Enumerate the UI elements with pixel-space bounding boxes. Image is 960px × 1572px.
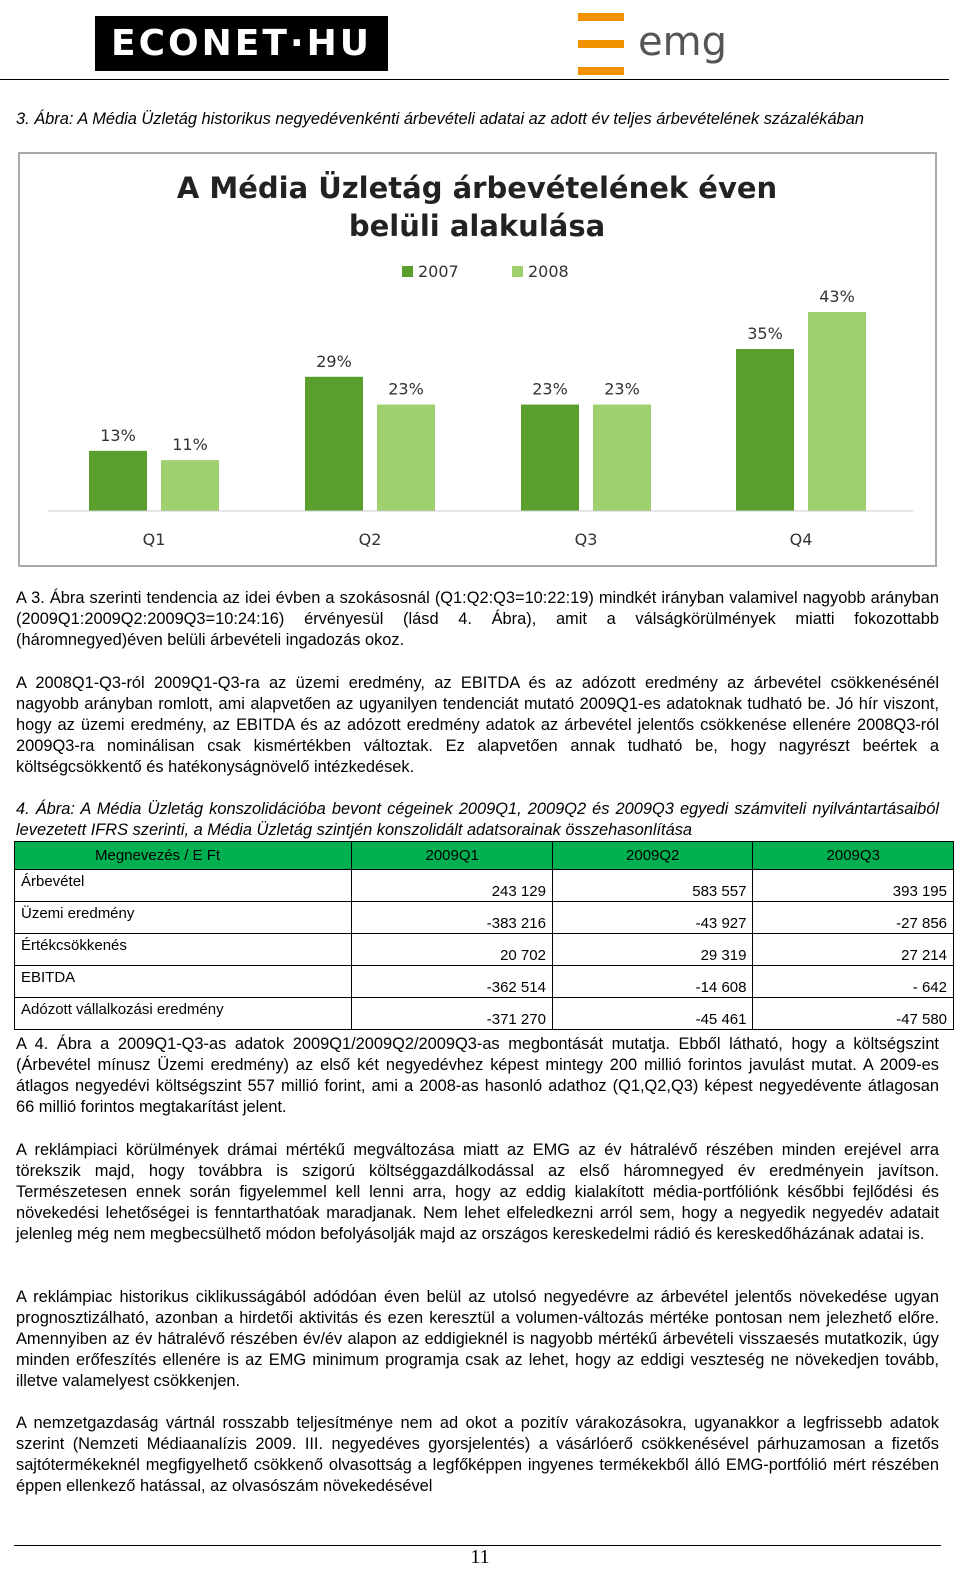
chart-title-line-2: belüli alakulása [348,209,606,243]
header-divider [0,79,949,80]
cell-value: 27 214 [753,934,954,966]
data-label: 43% [819,287,855,306]
cell-value: 393 195 [753,870,954,902]
table-row [15,870,954,902]
paragraph-2: A 2008Q1-Q3-ról 2009Q1-Q3-ra az üzemi eredmény, az EBITDA és az adózott eredmény az árbevétel csökkenésénél nagyobb arányban romlott, ami alapvetően az ugyanilyen tendenciát mutató 2009Q1-es adatoknak tudható be. Jó hír viszont, hogy az üzemi eredmény, az EBITDA és az adózott eredmény adatok az árbevétel jelentős csökkenése ellenére 2008Q3-ról 2009Q3-ra nominálisan csak kismértékben változtak. Ez alapvetően annak tudható be, hogy nagyrészt beértek a költségcsökkentő és hatékonyságnövelő intézkedések. [16,674,939,776]
legend-swatch [512,266,523,277]
paragraph-1: A 3. Ábra szerinti tendencia az idei évben a szokásosnál (Q1:Q2:Q3=10:22:19) mindkét irányban valamivel nagyobb arányban (2009Q1:2009Q2:2009Q3=10:24:16) érvényesül (lásd 4. Ábra), amit a válságkörülmények miatti fokozottabb (háromnegyed)éven belüli árbevételi ingadozás okoz. [16,589,939,649]
row-label: Értékcsökkenés [15,934,352,966]
paragraph-4: A reklámpiaci körülmények drámai mértékű megváltozása miatt az EMG az év hátralévő részében minden erejével arra törekszik majd, hogy továbbra is szigorú költséggazdálkodással az első háromnegyed év eredményein javítson. Természetesen ennek során figyelemmel kell lenni arra, hogy az eddig kialakított média-portfóliónk későbbi fejlődési és növekedési lehetőségei is fenntarthatóak maradjanak. Nem lehet elfeledkezni arról sem, hogy a negyedik negyedév adatait jelenleg még nem megbecsülhető módon befolyásolják majd az országos kereskedelmi rádió és kereskedőházának adatai is. [16,1141,939,1243]
financial-table [14,841,954,1030]
chart-title-line-1: A Média Üzletág árbevételének éven [176,171,778,205]
page-number: 11 [470,1546,490,1568]
bar-2007-Q3 [521,405,579,511]
bar-2008-Q3 [593,405,651,511]
paragraph-5: A reklámpiac historikus ciklikusságából adódóan éven belül az utolsó negyedévre az árbevétel jelentős növekedése ugyan prognosztizálható, azonban a hirdetői aktivitás és ezen keresztül a volumen-változás mértéke pontosan nem jelezhető előre. Amennyiben az év hátralévő részében év/év alapon az eddigieknél is nagyobb mértékű árbevételi visszaesés mutatkozik, úgy minden erőfeszítés ellenére is az EMG minimum programja csak az lehet, hogy az eddigi veszteség ne növekedjen tovább, illetve valamelyest csökkenjen. [16,1288,939,1390]
data-label: 35% [747,324,783,344]
x-tick-label: Q2 [358,530,382,549]
chart-legend [402,262,569,281]
legend-label: 2007 [418,262,459,281]
bar-2008-Q4 [808,312,866,511]
col-header-q3: 2009Q3 [753,842,954,870]
table-row [15,998,954,1030]
figure-3-caption: 3. Ábra: A Média Üzletág historikus negyedévenkénti árbevételi adatai az adott év teljes árbevételének százalékában [16,110,864,128]
cell-value: -362 514 [352,966,553,998]
bar-2007-Q1 [89,451,147,511]
bar-2008-Q2 [377,405,435,511]
bar-2008-Q1 [161,460,219,511]
cell-value: 243 129 [352,870,553,902]
cell-value: -14 608 [552,966,753,998]
x-tick-label: Q1 [142,530,166,549]
bar-2007-Q2 [305,377,363,511]
row-label: Árbevétel [15,870,352,902]
bar-chart [18,152,937,567]
cell-value: - 642 [753,966,954,998]
econet-logo: ECONET·HU [95,16,388,71]
table-row [15,902,954,934]
table-row [15,934,954,966]
cell-value: -371 270 [352,998,553,1030]
col-header-q1: 2009Q1 [352,842,553,870]
data-label: 23% [604,379,640,399]
data-label: 23% [388,379,424,399]
cell-value: 29 319 [552,934,753,966]
cell-value: -47 580 [753,998,954,1030]
paragraph-3: A 4. Ábra a 2009Q1-Q3-as adatok 2009Q1/2009Q2/2009Q3-as megbontását mutatja. Ebből látható, hogy a költségszint (Árbevétel mínusz Üzemi eredmény) az első két negyedévhez képest mintegy 200 millió forintos javulást mutat. A 2009-es átlagos negyedévi költségszint 557 millió forint, ami a 2008-as hasonló adathoz (Q1,Q2,Q3) képest negyedévente átlagosan 66 millió forintos megtakarítást jelent. [16,1035,939,1116]
col-header-name: Megnevezés / E Ft [15,842,352,870]
figure-4-caption: 4. Ábra: A Média Üzletág konszolidációba bevont cégeinek 2009Q1, 2009Q2 és 2009Q3 egyedi számviteli nyilvántartásaiból levezetett IFRS szerinti, a Média Üzletág szintjén konszolidált adatsorainak összehasonlítása [16,800,939,839]
emg-logo-text: emg [638,19,727,65]
cell-value: -45 461 [552,998,753,1030]
row-label: Üzemi eredmény [15,902,352,934]
data-label: 29% [316,351,352,371]
paragraph-6: A nemzetgazdaság vártnál rosszabb teljesítménye nem ad okot a pozitív várakozásokra, ugyanakkor a legfrissebb adatok szerint (Nemzeti Médiaanalízis 2009. III. negyedéves gyorsjelentés) a vásárlóerő csökkenésével párhuzamosan a fizetős sajtótermékeknél megfigyelhető csökkenő olvasottság a legfőképpen ingyenes termékekből álló EMG-portfólió mért részében éppen ellenkező hatással, az olvasószám növekedésével [16,1414,939,1495]
cell-value: -43 927 [552,902,753,934]
data-label: 23% [532,379,568,399]
data-label: 13% [100,425,136,445]
data-label: 11% [172,435,208,455]
cell-value: -27 856 [753,902,954,934]
col-header-q2: 2009Q2 [552,842,753,870]
bar-2007-Q4 [736,349,794,511]
row-label: EBITDA [15,966,352,998]
legend-label: 2008 [528,262,569,281]
x-tick-label: Q3 [574,530,598,549]
cell-value: -383 216 [352,902,553,934]
emg-logo [578,13,738,75]
legend-swatch [402,266,413,277]
x-tick-label: Q4 [789,530,813,549]
row-label: Adózott vállalkozási eredmény [15,998,352,1030]
table-row [15,966,954,998]
cell-value: 583 557 [552,870,753,902]
table-header-row [15,842,954,870]
cell-value: 20 702 [352,934,553,966]
